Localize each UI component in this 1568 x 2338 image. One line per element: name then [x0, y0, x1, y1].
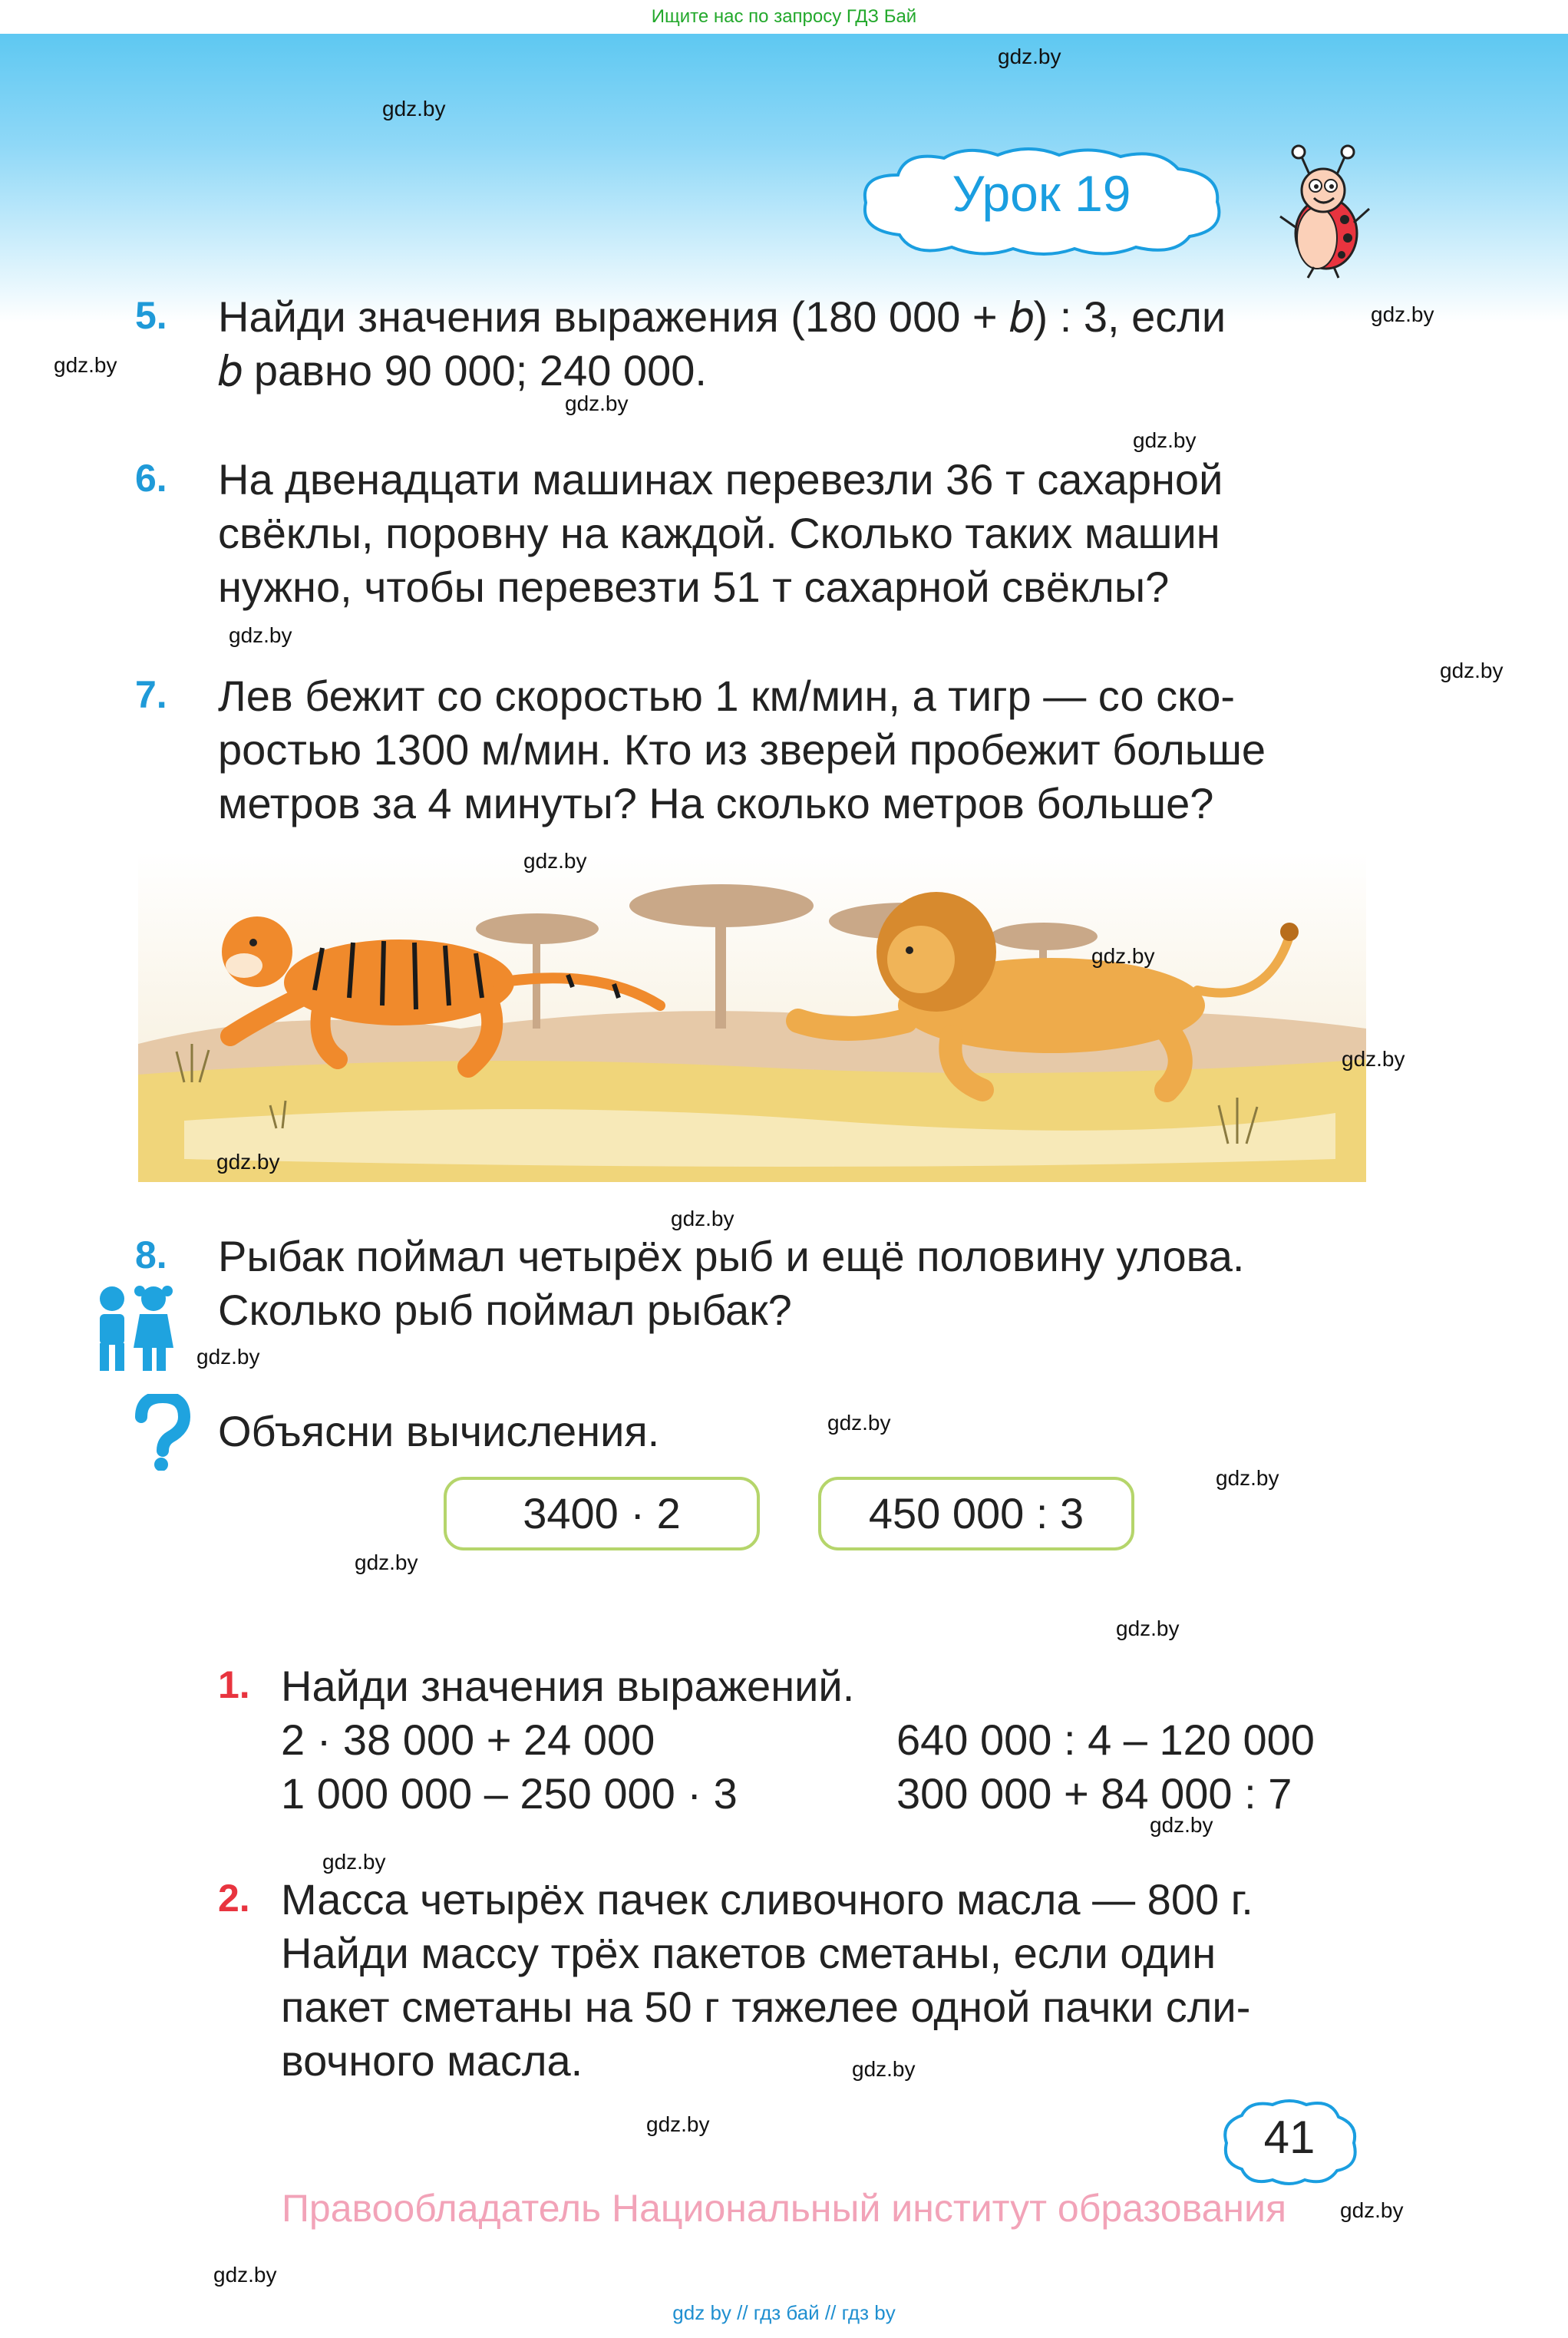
watermark: gdz.by [54, 353, 117, 377]
watermark: gdz.by [1216, 1466, 1279, 1490]
task-5-number: 5. [135, 294, 167, 337]
expression-box-1: 3400 · 2 [444, 1477, 760, 1550]
question-mark-icon [130, 1394, 192, 1471]
task-8-line-1: Рыбак поймал четырёх рыб и ещё половину улова. [218, 1232, 1245, 1280]
extra-task-2-line-1: Масса четырёх пачек сливочного масла — 800 г. [281, 1875, 1253, 1924]
extra-task-1-title: Найди значения выражений. [281, 1662, 855, 1710]
extra-task-2-line-3: пакет сметаны на 50 г тяжелее одной пачки сли- [281, 1983, 1251, 2031]
watermark: gdz.by [646, 2112, 710, 2136]
watermark: gdz.by [1340, 2198, 1404, 2222]
task-6-line-2: свёклы, поровну на каждой. Сколько таких машин [218, 509, 1220, 557]
watermark: gdz.by [565, 391, 629, 415]
task-7-number: 7. [135, 673, 167, 716]
task-7-line-2: ростью 1300 м/мин. Кто из зверей пробежит больше [218, 725, 1266, 774]
extra-task-2-number: 2. [218, 1877, 250, 1920]
copyright-footer: Правообладатель Национальный институт образования [281, 2187, 1287, 2230]
extra-task-2-line-2: Найди массу трёх пакетов сметаны, если один [281, 1929, 1216, 1977]
task-8-number: 8. [135, 1233, 167, 1276]
watermark: gdz.by [196, 1345, 260, 1369]
task-6-number: 6. [135, 457, 167, 500]
page-number: 41 [1263, 2112, 1315, 2163]
ladybug-mascot-icon [1274, 143, 1374, 281]
extra-task-1-expr-left-1: 2 · 38 000 + 24 000 [281, 1716, 655, 1764]
watermark: gdz.by [523, 849, 587, 873]
watermark: gdz.by [229, 623, 292, 647]
watermark: gdz.by [213, 2263, 277, 2287]
watermark: gdz.by [1371, 302, 1434, 326]
watermark: gdz.by [216, 1150, 280, 1174]
watermark: gdz.by [1150, 1813, 1213, 1837]
lesson-title: Урок 19 [952, 165, 1131, 222]
watermark: gdz.by [852, 2057, 916, 2081]
watermark: gdz.by [382, 97, 446, 121]
watermark: gdz.by [998, 45, 1061, 68]
top-notice[interactable]: Ищите нас по запросу ГДЗ Бай [0, 0, 1568, 34]
watermark: gdz.by [1091, 944, 1155, 968]
extra-task-1-expr-left-2: 1 000 000 – 250 000 · 3 [281, 1769, 738, 1818]
bottom-links[interactable]: gdz by // гдз бай // гдз by [672, 2301, 896, 2324]
watermark: gdz.by [1440, 659, 1504, 682]
pair-work-kids-icon [83, 1282, 183, 1374]
task-7-line-1: Лев бежит со скоростью 1 км/мин, а тигр — со ско- [218, 672, 1236, 720]
extra-task-2-line-4: вочного масла. [281, 2036, 583, 2085]
watermark: gdz.by [1116, 1616, 1180, 1640]
watermark: gdz.by [671, 1207, 734, 1230]
watermark: gdz.by [355, 1550, 418, 1574]
task-6-line-1: На двенадцати машинах перевезли 36 т сахарной [218, 455, 1223, 504]
watermark: gdz.by [322, 1850, 386, 1874]
watermark: gdz.by [1133, 428, 1197, 452]
extra-task-1-number: 1. [218, 1663, 250, 1706]
watermark: gdz.by [1342, 1047, 1405, 1071]
task-6-line-3: нужно, чтобы перевезти 51 т сахарной свёклы? [218, 563, 1170, 611]
task-7-line-3: метров за 4 минуты? На сколько метров больше? [218, 779, 1214, 827]
watermark: gdz.by [827, 1411, 891, 1435]
task-5-line-2: 𝑏 равно 90 000; 240 000. [218, 346, 707, 395]
task-8-line-2: Сколько рыб поймал рыбак? [218, 1286, 792, 1334]
tiger-lion-illustration [138, 852, 1366, 1182]
expression-box-2: 450 000 : 3 [818, 1477, 1134, 1550]
extra-task-1-expr-right-1: 640 000 : 4 – 120 000 [896, 1716, 1315, 1764]
explain-label: Объясни вычисления. [218, 1407, 660, 1455]
task-5-line-1: Найди значения выражения (180 000 + 𝑏) : 3, если [218, 292, 1226, 341]
extra-task-1-expr-right-2: 300 000 + 84 000 : 7 [896, 1769, 1292, 1818]
